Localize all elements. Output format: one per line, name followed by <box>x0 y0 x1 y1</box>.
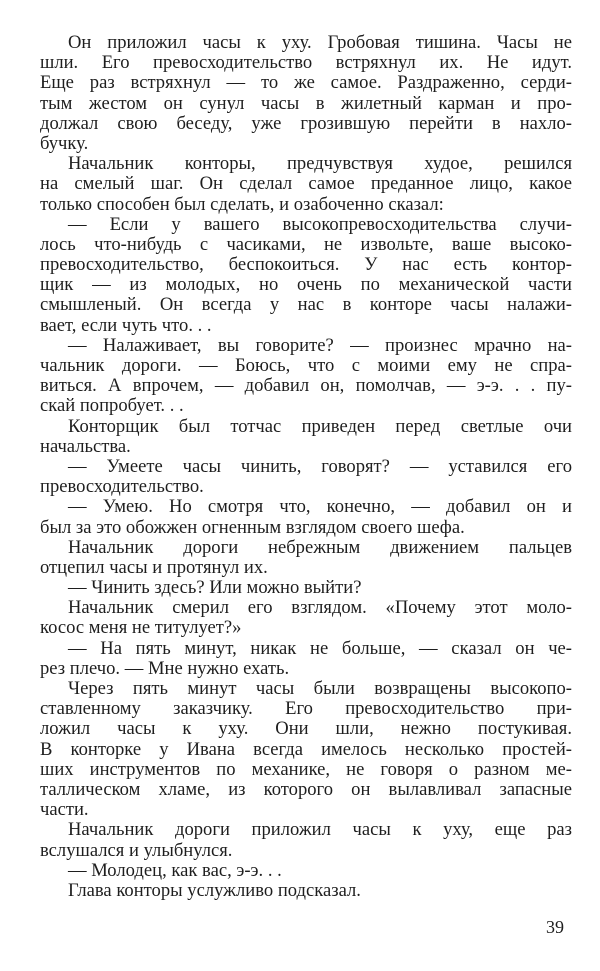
paragraph <box>40 679 572 820</box>
text-line: должал свою беседу, уже грозившую перейти в нахло- <box>40 113 572 134</box>
text-line: на смелый шаг. Он сделал самое преданное лицо, какое <box>40 174 572 195</box>
text-line: шли. Его превосходительство встряхнул их. Не идут. <box>40 53 572 74</box>
paragraph <box>40 881 572 901</box>
text-line: Глава конторы услужливо подсказал. <box>68 879 361 901</box>
text-line: скай попробует. . . <box>40 395 184 417</box>
text-line: — Если у вашего высокопревосходительства случи- <box>68 214 572 235</box>
text-line: тым жестом он сунул часы в жилетный карман и про- <box>40 93 572 114</box>
paragraph <box>40 336 572 417</box>
paragraph <box>40 861 572 881</box>
text-line: бучку. <box>40 132 89 154</box>
paragraph <box>40 417 572 457</box>
text-line: Еще раз встряхнул — то же самое. Раздраженно, серди- <box>40 73 572 94</box>
text-line: Конторщик был тотчас приведен перед светлые очи <box>68 416 572 437</box>
text-line: только способен был сделать, и озабоченно сказал: <box>40 193 444 215</box>
text-line: вает, если чуть что. . . <box>40 314 212 336</box>
text-line: Начальник дороги приложил часы к уху, еще раз <box>68 820 572 841</box>
text-line: В конторке у Ивана всегда имелось несколько простей- <box>40 739 572 760</box>
text-line: — На пять минут, никак не больше, — сказал он че- <box>68 638 572 659</box>
text-line: части. <box>40 799 89 821</box>
text-line: таллическом хламе, из которого он вылавливал запасные <box>40 779 572 800</box>
paragraph <box>40 538 572 578</box>
text-line: — Молодец, как вас, э-э. . . <box>68 859 282 881</box>
paragraph <box>40 578 572 598</box>
paragraph <box>40 820 572 860</box>
text-line: вслушался и улыбнулся. <box>40 839 233 861</box>
text-line: — Налаживает, вы говорите? — произнес мрачно на- <box>68 335 572 356</box>
paragraph <box>40 497 572 537</box>
text-line: превосходительство, беспокоиться. У нас есть контор- <box>40 255 572 276</box>
text-line: отцепил часы и протянул их. <box>40 556 268 578</box>
text-line: был за это обожжен огненным взглядом своего шефа. <box>40 516 465 538</box>
text-line: виться. А впрочем, — добавил он, помолчав, — э-э. . . пу- <box>40 376 572 397</box>
text-line: — Умею. Но смотря что, конечно, — добавил он и <box>68 497 572 518</box>
text-line: лось что-нибудь с часиками, не извольте, ваше высоко- <box>40 234 572 255</box>
text-line: рез плечо. — Мне нужно ехать. <box>40 657 290 679</box>
page-body-text <box>40 33 572 901</box>
text-line: ших инструментов по механике, не говоря о разном ме- <box>40 759 572 780</box>
text-line: Начальник дороги небрежным движением пальцев <box>68 537 572 558</box>
paragraph <box>40 639 572 679</box>
text-line: косос меня не титулует?» <box>40 617 242 639</box>
text-line: — Чинить здесь? Или можно выйти? <box>68 577 362 599</box>
text-line: ставленному заказчику. Его превосходительство при- <box>40 699 572 720</box>
paragraph <box>40 598 572 638</box>
text-line: Начальник конторы, предчувствуя худое, решился <box>68 154 572 175</box>
paragraph <box>40 457 572 497</box>
text-line: Через пять минут часы были возвращены высокопо- <box>68 679 572 699</box>
text-line: — Умеете часы чинить, говорят? — уставился его <box>68 456 572 477</box>
text-line: Начальник смерил его взглядом. «Почему этот моло- <box>68 598 572 619</box>
text-line: Он приложил часы к уху. Гробовая тишина. Часы не <box>68 33 572 53</box>
text-line: смышленый. Он всегда у нас в конторе часы налажи- <box>40 295 572 316</box>
text-line: начальства. <box>40 435 131 457</box>
text-line: ложил часы к уху. Они шли, нежно постукивая. <box>40 719 572 740</box>
text-line: превосходительство. <box>40 476 204 498</box>
page-number: 39 <box>546 917 564 937</box>
text-line: щик — из молодых, но очень по механической части <box>40 275 572 296</box>
paragraph <box>40 33 572 154</box>
text-line: чальник дороги. — Боюсь, что с моими ему не спра- <box>40 356 572 376</box>
paragraph <box>40 215 572 336</box>
paragraph <box>40 154 572 215</box>
